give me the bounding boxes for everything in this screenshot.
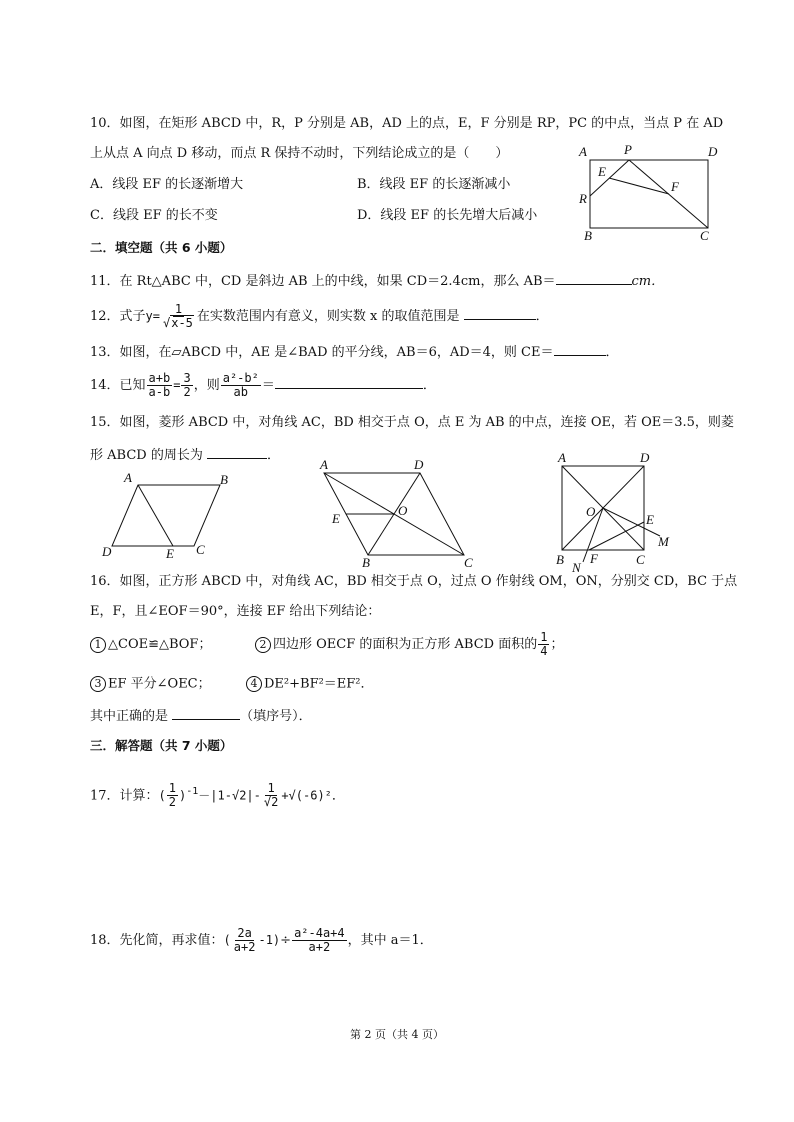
q12-prefix: 12．式子	[90, 309, 146, 324]
q13-label-d: D	[102, 544, 112, 559]
q10-line2: 上从点 A 向点 D 移动，而点 R 保持不动时，下列结论成立的是（ ）	[90, 146, 509, 161]
q14-prefix: 14．已知	[90, 378, 146, 393]
q14-dot: ．	[422, 378, 436, 393]
q16-label-e: E	[646, 512, 654, 527]
q15-line2	[90, 446, 280, 464]
q16-final-end: （填序号）．	[240, 709, 312, 724]
q16-line1: 16．如图，正方形 ABCD 中，对角线 AC，BD 相交于点 O，过点 O 作射线 OM，ON，分别交 CD，BC 于点	[90, 574, 738, 589]
q10-option-c: C．线段 EF 的长不变	[90, 208, 218, 223]
q11-answer-blank[interactable]	[556, 272, 632, 285]
q13-end: ．	[605, 345, 619, 360]
q16-c2-fraction	[538, 631, 549, 658]
q15-label-c: C	[464, 555, 473, 570]
q16-label-c: C	[636, 552, 645, 567]
q17-half-denominator: 2	[168, 795, 177, 810]
q12-end: ．	[535, 309, 549, 324]
q15-label-e: E	[332, 511, 340, 526]
q14-fraction-3	[221, 372, 261, 399]
q12-denominator: x-5	[171, 316, 193, 330]
q14-equals: =	[173, 378, 181, 392]
q15-label-o: O	[398, 503, 408, 518]
q16-label-o: O	[586, 504, 596, 519]
q17-tail: +√(-6)²	[281, 788, 332, 803]
q10-label-b: B	[584, 228, 592, 243]
q17	[90, 770, 345, 814]
q17-numerator: 1	[267, 781, 275, 796]
q18-prefix: 18．先化简，再求值：	[90, 933, 224, 948]
q16-c2-end: ；	[550, 637, 564, 652]
q17-close-paren: )	[179, 788, 187, 803]
q16-conclusion-2	[255, 628, 563, 662]
q16-label-f: F	[590, 551, 598, 566]
q14-denominator-3: ab	[233, 385, 248, 399]
q10-option-d: D．线段 EF 的长先增大后减小	[357, 208, 538, 223]
q10-label-d: D	[708, 144, 718, 159]
q14-answer-blank[interactable]	[275, 376, 423, 389]
q12-text: 在实数范围内有意义，则实数 x 的取值范围是	[196, 309, 460, 324]
q15-rhombus-figure	[312, 455, 482, 570]
q12	[90, 298, 549, 334]
q18-close-paren: )	[272, 933, 281, 947]
q15-label-b: B	[362, 555, 370, 570]
q17-exponent: -1	[186, 786, 199, 797]
q14-fraction-2	[181, 372, 192, 399]
q12-fraction	[161, 303, 196, 330]
q17-half-numerator: 1	[168, 781, 177, 796]
q16-line2: E，F，且∠EOF＝90°，连接 EF 给出下列结论：	[90, 604, 381, 619]
q18-denominator-1: a+2	[233, 940, 256, 954]
q18	[90, 920, 433, 960]
q15-answer-blank[interactable]	[207, 446, 267, 459]
q16-answer-blank[interactable]	[172, 707, 240, 720]
q10-label-c: C	[700, 228, 709, 243]
q10-option-b: B．线段 EF 的长逐渐减小	[357, 177, 511, 192]
q16-final-text: 其中正确的是	[90, 709, 169, 724]
q18-numerator-1: 2a	[237, 926, 252, 940]
q16-c2-text: 四边形 OECF 的面积为正方形 ABCD 面积的	[273, 637, 538, 652]
q12-denominator-wrap: √x-5	[163, 316, 193, 330]
q16-label-n: N	[572, 560, 581, 575]
q16-c2-denominator: 4	[540, 644, 548, 658]
q18-numerator-2: a²-4a+4	[294, 926, 345, 940]
q16-circle-4: 4	[246, 676, 262, 692]
q16-c2-numerator: 1	[540, 630, 548, 644]
q16-c3-text: EF 平分∠OEC；	[108, 676, 211, 692]
q16-c1-text: △COE≌△BOF；	[108, 637, 212, 652]
q18-divide: ÷	[280, 933, 292, 948]
q14-numerator-2: 3	[183, 371, 191, 385]
q16-circle-1: 1	[90, 637, 106, 653]
q18-open-paren: (	[223, 933, 231, 947]
q14-numerator-1: a+b	[148, 371, 171, 385]
q17-fraction	[262, 782, 280, 809]
q12-numerator: 1	[174, 302, 183, 316]
q14-denominator-1: a-b	[148, 385, 171, 399]
q15-label-d: D	[414, 457, 424, 472]
q13-label-b: B	[220, 472, 228, 487]
q12-y: y=	[145, 309, 160, 323]
q18-fraction-1	[232, 927, 258, 954]
q13	[90, 343, 619, 361]
q13-label-e: E	[166, 546, 174, 561]
q16-label-a: A	[558, 450, 566, 465]
q18-fraction-2	[292, 927, 347, 954]
q18-post: ，其中 a＝1．	[347, 933, 433, 948]
q12-answer-blank[interactable]	[464, 307, 536, 320]
q16-label-m: M	[658, 534, 669, 549]
q17-end: ．	[331, 788, 345, 804]
q13-label-c: C	[196, 542, 205, 557]
q10-label-a: A	[579, 144, 587, 159]
q14-mid: ，则	[193, 378, 220, 393]
q14	[90, 367, 436, 403]
q10-label-f: F	[671, 179, 679, 194]
q18-minus-one: -1	[258, 933, 273, 947]
q10-label-e: E	[598, 164, 606, 179]
q16-circle-2: 2	[255, 637, 271, 653]
q14-fraction-1	[147, 372, 173, 399]
q15-text: 形 ABCD 的周长为	[90, 448, 203, 463]
q14-equals-2: ＝	[261, 378, 275, 393]
q14-denominator-2: 2	[183, 385, 191, 399]
q13-text: 13．如图，在▱ABCD 中，AE 是∠BAD 的平分线，AB＝6，AD＝4，则 CE＝	[90, 345, 554, 360]
q17-denominator: √2	[263, 795, 279, 810]
q17-half	[167, 782, 178, 809]
q17-prefix: 17．计算：	[90, 788, 159, 804]
q13-answer-blank[interactable]	[554, 343, 606, 356]
q16-conclusion-1	[90, 628, 211, 662]
q15-end: ．	[266, 448, 280, 463]
q11-text: 11．在 Rt△ABC 中，CD 是斜边 AB 上的中线，如果 CD＝2.4cm，那么 AB＝	[90, 274, 556, 289]
q17-abs: －|1-√2|-	[198, 788, 261, 803]
q10-rectangle-figure	[570, 140, 730, 248]
q16-label-b: B	[556, 552, 564, 567]
section-fill-in-title: 二．填空题（共 6 小题）	[90, 240, 233, 255]
q13-parallelogram-figure	[98, 468, 238, 563]
q15-line1: 15．如图，菱形 ABCD 中，对角线 AC，BD 相交于点 O，点 E 为 AB 的中点，连接 OE，若 OE＝3.5，则菱	[90, 415, 734, 430]
q15-label-a: A	[320, 457, 328, 472]
q16-conclusion-3	[90, 676, 211, 693]
q14-numerator-3: a²-b²	[222, 371, 259, 385]
q16-conclusion-4	[246, 676, 374, 693]
q11	[90, 272, 664, 290]
q11-unit: cm．	[631, 274, 665, 289]
section-answer-title: 三．解答题（共 7 小题）	[90, 738, 233, 753]
q10-label-p: P	[624, 142, 632, 157]
q16-square-figure	[550, 450, 680, 575]
q16-final	[90, 707, 312, 725]
page-footer: 第 2 页（共 4 页）	[350, 1028, 444, 1041]
q10-line1: 10．如图，在矩形 ABCD 中，R，P 分别是 AB，AD 上的点，E，F 分别是 RP，PC 的中点，当点 P 在 AD	[90, 116, 724, 131]
q17-open-paren: (	[158, 788, 166, 803]
q18-denominator-2: a+2	[308, 940, 331, 954]
q16-label-d: D	[640, 450, 650, 465]
q10-option-a: A．线段 EF 的长逐渐增大	[90, 177, 244, 192]
q10-label-r: R	[579, 191, 587, 206]
q13-label-a: A	[124, 470, 132, 485]
q16-circle-3: 3	[90, 676, 106, 692]
q16-c4-text: DE²+BF²＝EF²．	[264, 676, 374, 692]
